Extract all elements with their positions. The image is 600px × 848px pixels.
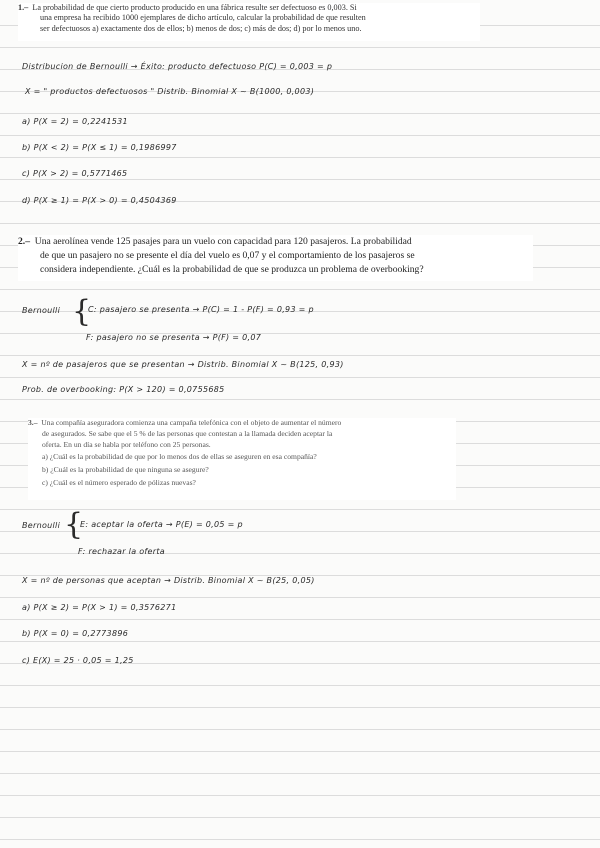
problem-3-line-1: Una compañía aseguradora comienza una campaña telefónica con el objeto de aumentar el número: [41, 418, 342, 427]
notes-3-brace-icon: {: [64, 507, 84, 542]
problem-3-question-c: c) ¿Cuál es el número esperado de pólizas nuevas?: [42, 477, 196, 487]
notes-3-success: E: aceptar la oferta → P(E) = 0,05 = p: [80, 520, 243, 529]
notes-3-answer-c: c) E(X) = 25 · 0,05 = 1,25: [22, 656, 134, 665]
problem-1-line-3: ser defectuosos a) exactamente dos de ellos; b) menos de dos; c) más de dos; d) por lo menos uno.: [40, 23, 362, 33]
problem-3-statement: [28, 418, 456, 500]
notes-3-answer-a: a) P(X ≥ 2) = P(X > 1) = 0,3576271: [22, 603, 177, 612]
problem-2-line-1: Una aerolínea vende 125 pasajes para un vuelo con capacidad para 120 pasajeros. La probabilidad: [34, 236, 412, 247]
notes-1-answer-b: b) P(X < 2) = P(X ≤ 1) = 0,1986997: [22, 143, 177, 152]
notes-3-failure: F: rechazar la oferta: [78, 547, 165, 556]
notes-1-answer-a: a) P(X = 2) = 0,2241531: [22, 117, 128, 126]
problem-2-line-2: de que un pasajero no se presente el día del vuelo es 0,07 y el comportamiento de los pasajeros se: [40, 250, 415, 262]
problem-1-line-1: La probabilidad de que cierto producto producido en una fábrica resulte ser defectuoso es 0,003. Si: [32, 3, 357, 12]
notes-3-bernoulli: Bernoulli: [22, 521, 61, 530]
notes-2-binomial: X = nº de pasajeros que se presentan → Distrib. Binomial X ~ B(125, 0,93): [22, 360, 344, 369]
notes-1-answer-c: c) P(X > 2) = 0,5771465: [22, 169, 128, 178]
notes-2-success: C: pasajero se presenta → P(C) = 1 - P(F) = 0,93 = p: [88, 305, 314, 314]
problem-1-number: 1.–: [18, 3, 29, 12]
problem-2-number: 2.–: [18, 236, 30, 247]
problem-3-line-2: de asegurados. Se sabe que el 5 % de las personas que contestan a la llamada deciden aceptar la: [42, 428, 333, 438]
notes-3-binomial: X = nº de personas que aceptan → Distrib. Binomial X ~ B(25, 0,05): [22, 576, 315, 585]
problem-2-statement: [18, 235, 533, 281]
problem-1-statement: [18, 3, 480, 41]
notes-3-answer-b: b) P(X = 0) = 0,2773896: [22, 629, 129, 638]
problem-1-line-2: una empresa ha recibido 1000 ejemplares de dicho artículo, calcular la probabilidad de que resulten: [40, 13, 366, 23]
notes-1-binomial: X = " productos defectuosos " Distrib. Binomial X ~ B(1000, 0,003): [25, 87, 315, 96]
notes-2-failure: F: pasajero no se presenta → P(F) = 0,07: [86, 333, 262, 342]
problem-2-line-3: considera independiente. ¿Cuál es la probabilidad de que se produzca un problema de overbooking?: [40, 264, 424, 276]
notes-2-overbooking: Prob. de overbooking: P(X > 120) = 0,0755685: [22, 385, 225, 394]
problem-3-question-b: b) ¿Cuál es la probabilidad de que ninguna se asegure?: [42, 465, 209, 475]
problem-3-question-a: a) ¿Cuál es la probabilidad de que por lo menos dos de ellas se aseguren en esa compañía?: [42, 452, 317, 462]
notes-1-answer-d: d) P(X ≥ 1) = P(X > 0) = 0,4504369: [22, 196, 177, 205]
notes-2-bernoulli: Bernoulli: [22, 306, 61, 315]
notes-2-brace-icon: {: [72, 294, 92, 329]
notes-1-bernoulli: Distribucion de Bernoulli → Éxito: producto defectuoso P(C) = 0,003 = p: [22, 62, 333, 71]
problem-3-line-3: oferta. En un día se habla por teléfono con 25 personas.: [42, 439, 211, 449]
problem-3-number: 3.–: [28, 418, 38, 427]
